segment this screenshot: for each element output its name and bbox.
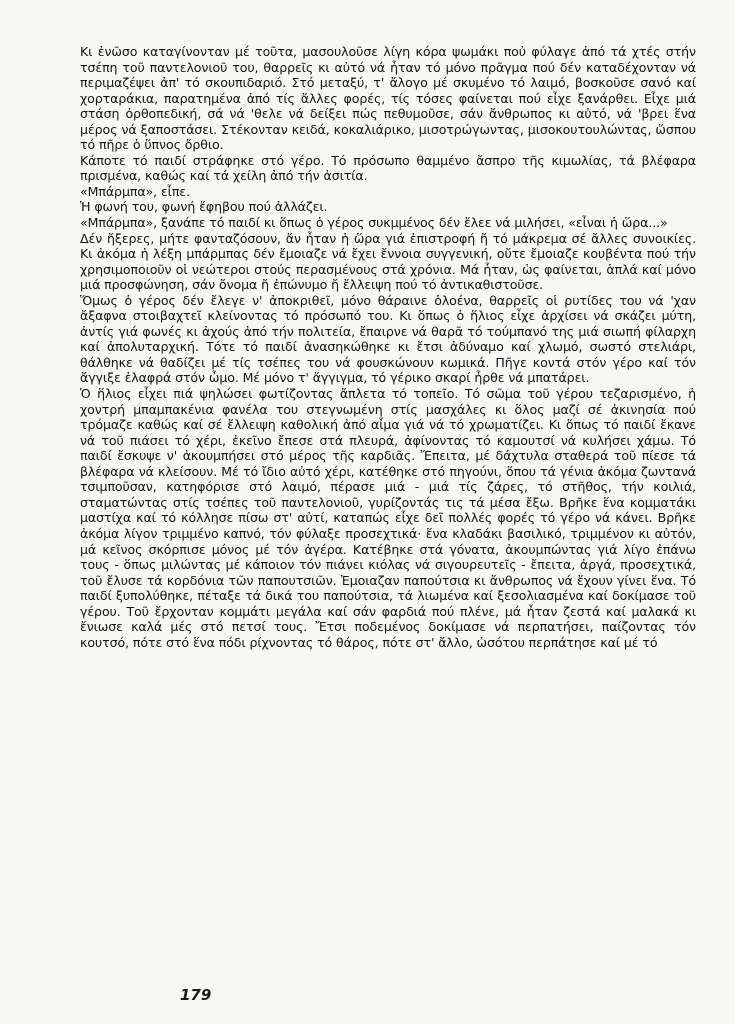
paragraph: Ὁ ἥλιος εἶχει πιά ψηλώσει φωτίζοντας ἄπλετα τό τοπεῖο. Τό σῶμα τοῦ γέρου τεζαρισμένο, ἡ χοντρή μπαμπακένια φανέλα του στεγνωμένη στίς μασχάλες κι ὅλος μαζί σέ ἀκινησία πού τρόμαζε καθώς καί σέ ἔλλειψη καθολική ἀπό αἶμα γιά νά τό χρωματίζει. Κι ὅπως τό παιδί ἔκανε νά τοῦ πιάσει τό χέρι, ἐκεῖνο ἔπεσε στά πλευρά, ἀφίνοντας τό καμουτσί νά κυλήσει χάμω. Τό παιδί ἔσκυψε ν' ἀκουμπήσει στό μέρος τῆς καρδιᾶς. Ἔπειτα, μέ δάχτυλα σταθερά τοῦ πίεσε τά βλέφαρα νά κλείσουν. Μέ τό ἴδιο αὐτό χέρι, κατέθηκε στό πηγούνι, ὅπου τά γένια ἀκόμα ζωντανά τσιμποῦσαν, κατηφόρισε στό λαιμό, πέρασε μιά - μιά τίς ζάρες, τό στῆθος, τήν κοιλιά, σταματώντας στίς τσέπες τοῦ παντελονιοῦ, γυρίζοντάς τις τά μέσα ἔξω. Βρῆκε ἕνα κομματάκι μαστίχα καί τό κόλλησε πίσω στ' αὐτί, καταπώς εἶχε δεῖ πολλές φορές τό γέρο νά κάνει. Βρῆκε ἀκόμα λίγον τριμμένο καπνό, τόν φύλαξε προσεχτικά· ἕνα κλαδάκι βασιλικό, τριμμένον κι αὐτόν, μά κεῖνος σκόρπισε μόνος μέ τόν ἀγέρα. Κατέβηκε στά γόνατα, ἀκουμπώντας γιά λίγο ἐπάνω τους - ὅπως μιλώντας μέ κάποιον τόν πιάνει κιόλας νά σιγουρευτεῖς - ἔπειτα, ἀργά, προσεχτικά, τοῦ ἔλυσε τά κορδόνια τῶν παπουτσιῶν. Ἐμοιαζαν παπούτσια κι ἄνθρωπος νά ἔχουν γίνει ἕνα. Τό παιδί ξυπολύθηκε, πέταξε τά δικά του παπούτσια, τά λιωμένα καί ξεσολιασμένα καί δοκίμασε τοῦ γέρου. Τοῦ ἔρχονταν κομμάτι μεγάλα καί σάν φαρδιά πού πλένε, μά ἦταν ζεστά καί μαλακά κι ἔνιωσε καλά μές στό πετσί τους. Ἔτσι ποδεμένος δοκίμασε νά περπατήσει, παίζοντας τόν κουτσό, πότε στό ἕνα πόδι ρίχνοντας τό θάρος, πότε στ' ἄλλο, ὡσότου περπάτησε καί μέ τό — [80, 386, 696, 650]
paragraph: «Μπάρμπα», εἶπε. — [80, 183, 190, 199]
page-number: 179 — [180, 986, 212, 1004]
body-text — [80, 44, 696, 650]
paragraph: «Μπάρμπα», ξανάπε τό παιδί κι ὅπως ὁ γέρος συκμμένος δέν ἔλεε νά μιλήσει, «εἶναι ἡ ὥρα...» — [80, 215, 668, 231]
paragraph: Κάποτε τό παιδί στράφηκε στό γέρο. Τό πρόσωπο θαμμένο ἄσπρο τῆς κιμωλίας, τά βλέφαρα πρισμένα, καθώς καί τά χείλη ἀπό τήν ἀσιτία. — [80, 152, 696, 184]
paragraph: Δέν ἤξερες, μήτε φανταζόσουν, ἄν ἦταν ἡ ὥρα γιά ἐπιστροφή ἤ τό μάκρεμα σέ ἄλλες συνοικίες. Κι ἀκόμα ἡ λέξη μπάρμπας δέν ἔμοιαζε νά ἔχει ἔννοια συγγενική, οὔτε ἔμοιαζε κουβέντα πού τήν χρησιμοποιοῦν οἱ νεώτεροι στούς περασμένους στά χρόνια. Μά ἦταν, ὡς φαίνεται, ἁπλά καί μόνο μιά προσφώνηση, σάν ὄνομα ἤ ἐπώνυμο ἤ ἔλλειψη πού τό ἀντικαθιστοῦσε. — [80, 230, 696, 293]
paragraph: Ὅμως ὁ γέρος δέν ἔλεγε ν' ἀποκριθεῖ, μόνο θάραινε ὁλοένα, θαρρεῖς οἱ ρυτίδες του νά 'χαν ἄξαφνα στοιβαχτεῖ κλείνοντας τό πρόσωπό του. Κι ὅπως ὁ ἥλιος εἶχε ἀρχίσει νά σκάζει μύτη, ἀντίς γιά φωνές κι ἀχούς ἀπό τήν πολιτεία, ἔπαιρνε νά θαρᾶ τό τούμπανό της μιά σιωπή φίλαρχη καί ἀπολυταρχική. Τότε τό παιδί ἀνασηκώθηκε κι ἔτσι ἀδύναμο καί χλωμό, σωστό στελιάρι, θάλθηκε νά θαδίζει μέ τίς τσέπες του νά φουσκώνουν κωμικά. Πῆγε κοντά στόν γέρο καί τόν ἄγγιξε ἐλαφρά στόν ὦμο. Μέ μόνο τ' ἄγγιγμα, τό γέρικο σκαρί ἦρθε νά μπατάρει. — [80, 292, 696, 386]
paragraph: Ἡ φωνή του, φωνή ἔφηβου πού ἀλλάζει. — [80, 199, 328, 215]
paragraph: Κι ἐνῶσο καταγίνονταν μέ τοῦτα, μασουλοῦσε λίγη κόρα ψωμάκι ποὐ φύλαγε ἀπό τά χτές στήν τσέπη τοῦ παντελονιοῦ του, θαρρεῖς κι αὐτό νά ἦταν τό μόνο πρᾶγμα πού δέν καταδέχονταν νά περιμαζέψει ἀπ' τό σκουπιδαριό. Στό μεταξύ, τ' ἄλογο μέ σκυμένο τό λαιμό, βοσκοῦσε σανό καί χορταράκια, παρατημένα ἀπό τίς ἄλλες φορές, τίς τόσες φαίνεται πού εἶχε ξανάρθει. Εἶχε μιά στάση ὀρθοπεδική, σά νά 'θελε νά δείξει πώς πεθυμοῦσε, σάν ἄνθρωπος κι αὐτό, νά 'βρει ἕνα μέρος νά ξαποστάσει. Στέκονταν κειδά, κοκαλιάρικο, μισοτρώγωντας, μισοκουτουλώντας, ὥσπου τό πῆρε ὁ ὕπνος ὄρθιο. — [80, 44, 696, 153]
